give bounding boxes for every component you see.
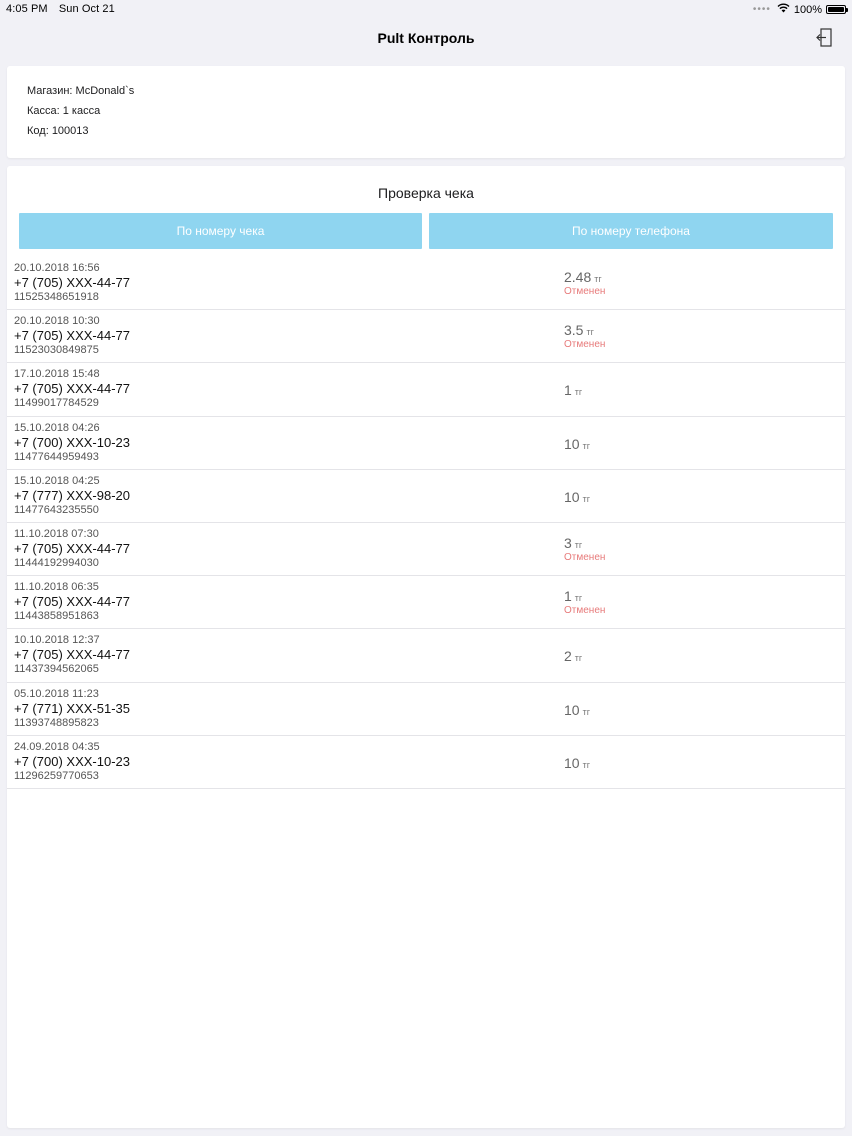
store-code: Код: 100013 — [27, 125, 89, 137]
receipt-currency: тг — [574, 653, 583, 664]
receipt-date: 15.10.2018 04:26 — [14, 421, 100, 434]
receipt-number: 11437394562065 — [14, 663, 99, 676]
tab-by-receipt-number[interactable]: По номеру чека — [19, 213, 422, 249]
receipt-amount-value: 10 — [564, 701, 580, 718]
receipt-status-badge: Отменен — [564, 286, 606, 297]
receipt-row[interactable] — [7, 736, 845, 789]
receipt-number: 11393748895823 — [14, 716, 99, 729]
receipt-amount — [564, 588, 582, 604]
receipt-row[interactable] — [7, 683, 845, 736]
navigation-bar — [0, 18, 852, 60]
receipt-currency: тг — [594, 274, 602, 284]
receipt-amount — [564, 436, 590, 452]
receipt-currency: тг — [582, 440, 590, 451]
receipt-status-badge: Отменен — [564, 551, 606, 563]
store-info-card — [7, 66, 845, 158]
multitasking-dots-icon: •••• — [752, 4, 771, 15]
battery-icon — [826, 5, 846, 14]
receipt-row[interactable] — [7, 629, 845, 682]
receipt-date: 10.10.2018 12:37 — [14, 634, 100, 647]
receipt-currency: тг — [582, 493, 590, 504]
receipt-date: 15.10.2018 04:25 — [14, 474, 100, 487]
receipt-status-badge: Отменен — [564, 605, 606, 617]
receipt-row[interactable] — [7, 576, 845, 629]
receipt-currency: тг — [574, 593, 583, 604]
receipt-number: 11477644959493 — [14, 450, 99, 463]
receipt-date: 20.10.2018 10:30 — [14, 315, 100, 328]
receipt-amount — [564, 702, 590, 718]
section-title: Проверка чека — [378, 185, 474, 201]
receipt-amount — [564, 269, 602, 285]
receipt-row[interactable] — [7, 310, 845, 363]
receipt-currency: тг — [574, 387, 583, 398]
receipt-number: 11444192994030 — [14, 556, 99, 569]
receipt-phone: +7 (705) XXX-44-77 — [14, 647, 130, 663]
receipt-date: 20.10.2018 16:56 — [14, 262, 100, 274]
receipt-amount — [564, 489, 590, 505]
logout-icon — [816, 28, 832, 48]
receipt-phone: +7 (705) XXX-44-77 — [14, 594, 130, 610]
receipt-number: 11296259770653 — [14, 769, 99, 782]
wifi-icon — [777, 3, 790, 16]
receipt-amount-value: 2 — [564, 648, 572, 665]
receipt-date: 05.10.2018 11:23 — [14, 687, 99, 700]
receipt-list — [7, 257, 845, 789]
receipt-date: 24.09.2018 04:35 — [14, 740, 100, 753]
page-title: Pult Контроль — [377, 30, 475, 46]
battery-percent: 100% — [793, 3, 822, 16]
receipt-currency: тг — [586, 327, 594, 338]
receipt-amount — [564, 648, 582, 664]
receipt-amount-value: 10 — [564, 488, 580, 505]
receipt-amount-value: 10 — [564, 435, 580, 452]
receipt-amount — [564, 382, 582, 398]
receipt-number: 11499017784529 — [14, 397, 99, 410]
receipt-amount-value: 3.5 — [564, 322, 584, 339]
receipt-amount-value: 10 — [564, 754, 580, 771]
receipt-number: 11523030849875 — [14, 344, 99, 357]
receipt-amount — [564, 535, 582, 551]
receipt-phone: +7 (700) XXX-10-23 — [14, 434, 130, 450]
receipt-date: 11.10.2018 07:30 — [14, 527, 99, 540]
receipt-amount — [564, 755, 590, 771]
receipt-phone: +7 (777) XXX-98-20 — [14, 487, 130, 503]
status-date: Sun Oct 21 — [58, 3, 115, 15]
receipt-row[interactable] — [7, 257, 845, 310]
receipt-row[interactable] — [7, 417, 845, 470]
receipt-currency: тг — [582, 706, 590, 717]
receipt-date: 17.10.2018 15:48 — [14, 368, 100, 381]
status-left — [6, 3, 115, 15]
receipt-amount-value: 3 — [564, 534, 572, 551]
receipt-row[interactable] — [7, 363, 845, 416]
receipt-phone: +7 (705) XXX-44-77 — [14, 275, 130, 290]
receipt-number: 11525348651918 — [14, 291, 99, 303]
receipt-amount — [564, 322, 594, 338]
receipt-phone: +7 (771) XXX-51-35 — [14, 700, 130, 716]
logout-button[interactable] — [816, 28, 832, 48]
receipt-date: 11.10.2018 06:35 — [14, 581, 99, 594]
receipt-number: 11443858951863 — [14, 610, 99, 623]
receipt-phone: +7 (705) XXX-44-77 — [14, 328, 130, 344]
receipt-amount-value: 1 — [564, 382, 572, 399]
receipt-currency: тг — [574, 539, 583, 550]
status-time: 4:05 PM — [6, 3, 48, 15]
tab-by-phone-number[interactable]: По номеру телефона — [429, 213, 833, 249]
store-name: Магазин: McDonald`s — [27, 85, 135, 97]
receipt-row[interactable] — [7, 523, 845, 576]
receipt-number: 11477643235550 — [14, 503, 99, 516]
receipt-check-card — [7, 166, 845, 1128]
receipt-row[interactable] — [7, 470, 845, 523]
receipt-phone: +7 (705) XXX-44-77 — [14, 381, 130, 397]
receipt-status-badge: Отменен — [564, 339, 606, 351]
receipt-amount-value: 1 — [564, 588, 572, 605]
status-bar — [0, 0, 852, 18]
status-right — [753, 3, 846, 16]
receipt-phone: +7 (700) XXX-10-23 — [14, 753, 130, 769]
receipt-currency: тг — [582, 759, 590, 770]
register-name: Касса: 1 касса — [27, 105, 101, 117]
receipt-phone: +7 (705) XXX-44-77 — [14, 540, 130, 556]
receipt-amount-value: 2.48 — [564, 269, 592, 285]
